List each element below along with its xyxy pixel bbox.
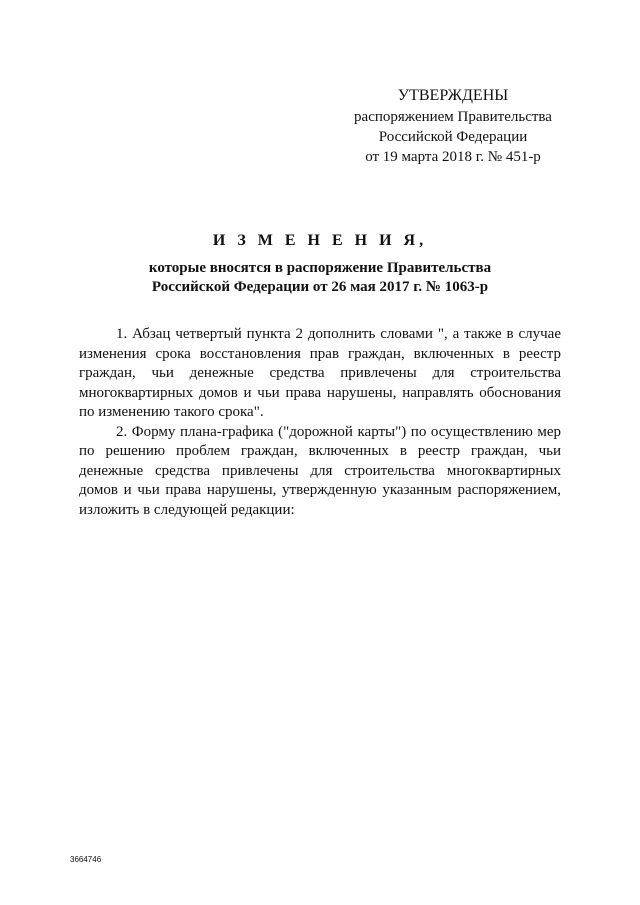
- document-number: 3664746: [70, 855, 102, 864]
- document-subtitle: [80, 259, 560, 297]
- paragraph-2: 2. Форму плана-графика ("дорожной карты") по осуществлению мер по решению проблем граждан, включенных в реестр граждан, чьи денежные средства привлечены для строительства многоквартирных домов и чьи права нарушены, утвержденную указанным распоряжением, изложить в следующей редакции:: [79, 423, 561, 518]
- approval-line-1: распоряжением Правительства: [354, 109, 552, 125]
- subtitle-line-1: которые вносятся в распоряжение Правительства: [148, 260, 492, 276]
- approval-block: [338, 86, 568, 167]
- approval-title: УТВЕРЖДЕНЫ: [397, 87, 509, 104]
- document-body: [79, 325, 561, 520]
- approval-line-2: Российской Федерации: [378, 129, 528, 145]
- approval-line-3: от 19 марта 2018 г. № 451-р: [365, 149, 541, 165]
- paragraph-1: 1. Абзац четвертый пункта 2 дополнить словами ", а также в случае изменения срока восстановления прав граждан, включенных в реестр граждан, чьи денежные средства привлечены для строительства многоквартирных домов и чьи права нарушены, направлять обоснования по изменению такого срока".: [79, 326, 561, 420]
- document-title: И З М Е Н Е Н И Я,: [212, 232, 428, 249]
- subtitle-line-2: Российской Федерации от 26 мая 2017 г. № 1063-р: [151, 279, 489, 295]
